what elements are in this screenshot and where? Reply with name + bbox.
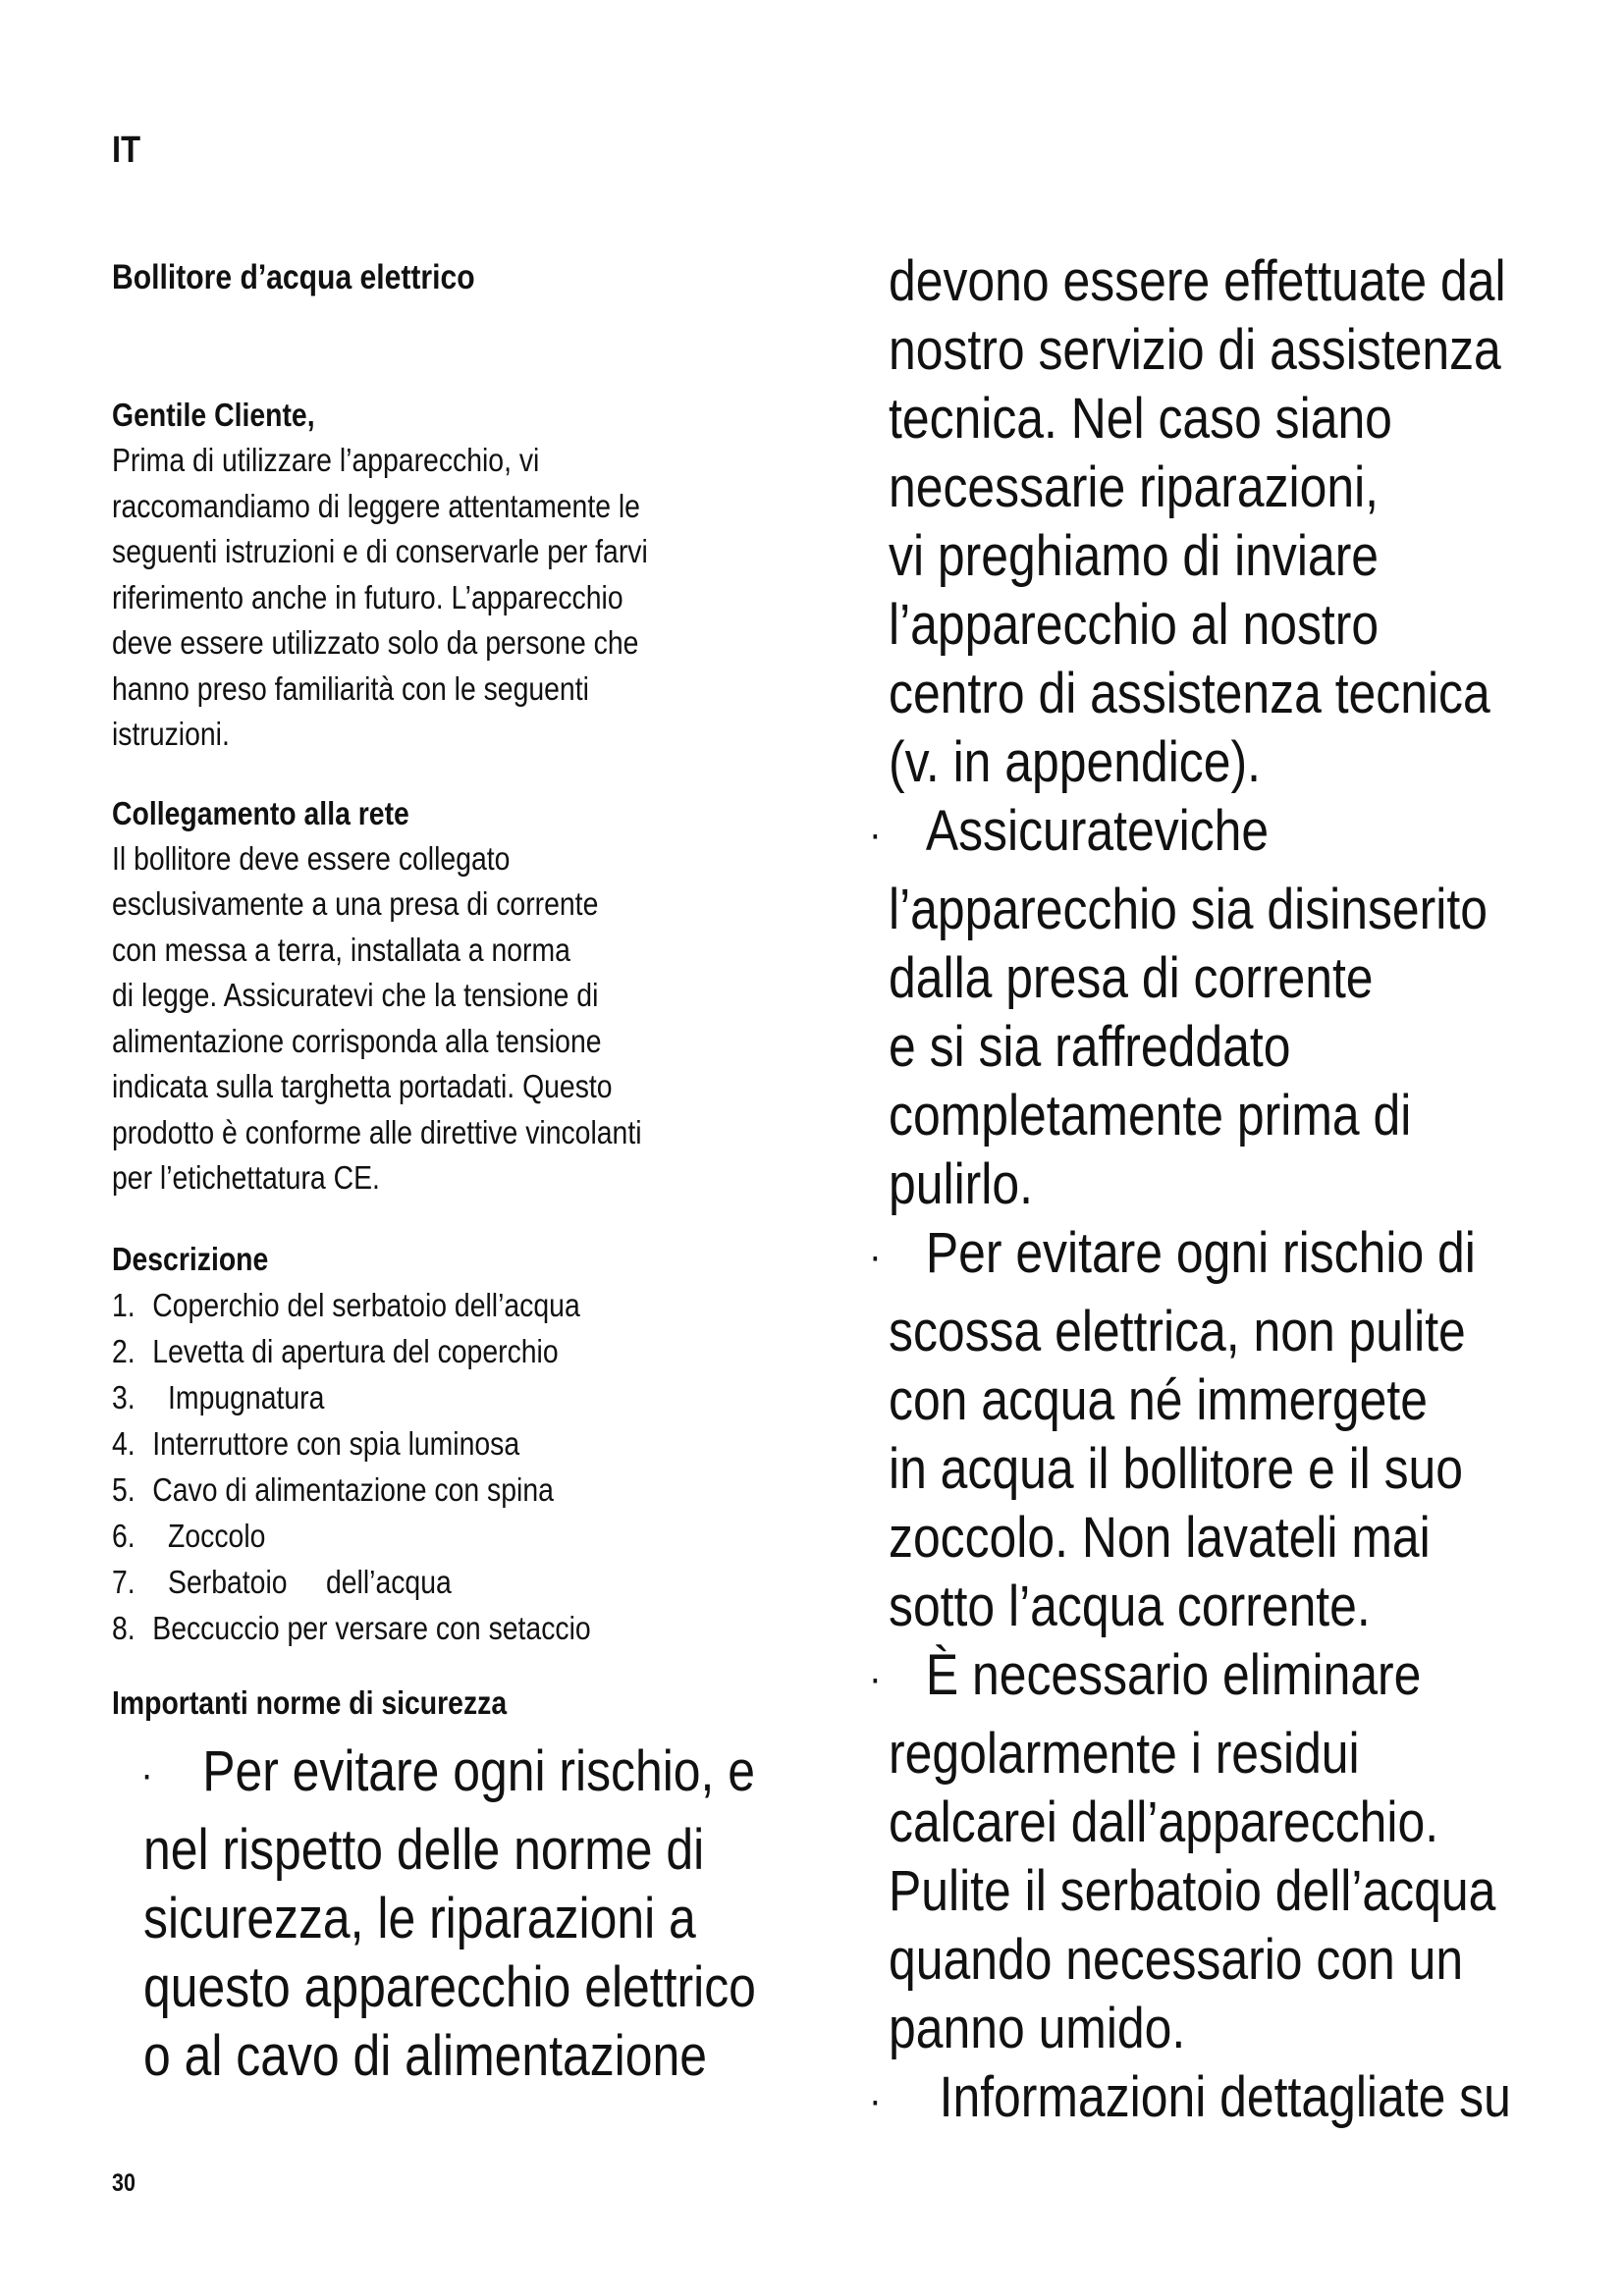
list-number: 1. bbox=[112, 1286, 135, 1323]
list-item bbox=[112, 1559, 720, 1605]
safety-line: sicurezza, le riparazioni a bbox=[143, 1886, 696, 1950]
safety-bullet bbox=[872, 1219, 1480, 1298]
safety-bullet bbox=[143, 1737, 756, 1816]
connection-line: per l’etichettatura CE. bbox=[112, 1159, 380, 1196]
safety-line: nel rispetto delle norme di bbox=[143, 1817, 705, 1882]
safety-line: sotto l’acqua corrente. bbox=[889, 1575, 1371, 1638]
list-item bbox=[112, 1513, 720, 1559]
bullet-text: È necessario eliminare bbox=[925, 1643, 1422, 1707]
connection-line: alimentazione corrisponda alla tensione bbox=[112, 1022, 602, 1059]
bullet-text: Assicurateviche bbox=[925, 799, 1270, 863]
list-text: Impugnatura bbox=[152, 1378, 325, 1415]
connection-line: esclusivamente a una presa di corrente bbox=[112, 885, 599, 922]
safety-bullet bbox=[872, 1641, 1480, 1720]
bullet-dot: · bbox=[871, 1665, 881, 1697]
list-item bbox=[112, 1467, 720, 1513]
safety-line: tecnica. Nel caso siano bbox=[889, 387, 1392, 451]
safety-line: panno umido. bbox=[889, 1997, 1186, 2060]
safety-line: necessarie riparazioni, bbox=[889, 455, 1380, 519]
list-text: Zoccolo bbox=[152, 1517, 266, 1554]
intro-line: seguenti istruzioni e di conservarle per farvi bbox=[112, 533, 648, 569]
intro-line: hanno preso familiarità con le seguenti bbox=[112, 669, 589, 707]
safety-line: l’apparecchio sia disinserito bbox=[889, 878, 1488, 941]
list-text: Cavo di alimentazione con spina bbox=[152, 1470, 554, 1508]
bullet-text: Informazioni dettagliate su bbox=[939, 2065, 1511, 2129]
safety-line: (v. in appendice). bbox=[889, 730, 1261, 794]
document-title: Bollitore d’acqua elettrico bbox=[112, 258, 475, 296]
safety-heading: Importanti norme di sicurezza bbox=[112, 1683, 508, 1721]
safety-line: devono essere effettuate dal bbox=[889, 249, 1506, 313]
left-column bbox=[112, 253, 819, 2091]
page-number: 30 bbox=[112, 2169, 135, 2197]
intro-line: deve essere utilizzato solo da persone che bbox=[112, 624, 639, 661]
list-number: 7. bbox=[112, 1563, 135, 1600]
description-heading: Descrizione bbox=[112, 1240, 269, 1277]
title-block bbox=[112, 253, 720, 302]
list-item bbox=[112, 1282, 720, 1328]
connection-heading: Collegamento alla rete bbox=[112, 794, 409, 831]
intro-line: raccomandiamo di leggere attentamente le bbox=[112, 487, 640, 524]
language-code: IT bbox=[112, 130, 141, 171]
safety-line: regolarmente i residui bbox=[889, 1722, 1360, 1786]
intro-section bbox=[112, 393, 720, 758]
safety-line: calcarei dall’apparecchio. bbox=[889, 1790, 1439, 1854]
list-text: Levetta di apertura del coperchio bbox=[152, 1332, 559, 1369]
bullet-text: Per evitare ogni rischio di bbox=[925, 1221, 1476, 1285]
safety-heading-block bbox=[112, 1681, 720, 1726]
safety-right-text bbox=[871, 247, 1511, 2142]
list-item bbox=[112, 1420, 720, 1467]
connection-section bbox=[112, 791, 720, 1201]
safety-line: completamente prima di bbox=[889, 1084, 1412, 1148]
connection-line: con messa a terra, installata a norma bbox=[112, 931, 570, 968]
list-item bbox=[112, 1328, 720, 1374]
list-number: 5. bbox=[112, 1470, 135, 1508]
safety-line: Pulite il serbatoio dell’acqua bbox=[889, 1859, 1496, 1923]
list-text: Coperchio del serbatoio dell’acqua bbox=[152, 1286, 580, 1323]
safety-line: quando necessario con un bbox=[889, 1928, 1464, 1992]
list-number: 4. bbox=[112, 1424, 135, 1462]
safety-bullet bbox=[872, 797, 1480, 876]
connection-line: indicata sulla targhetta portadati. Questo bbox=[112, 1068, 613, 1104]
list-number: 2. bbox=[112, 1332, 135, 1369]
intro-line: riferimento anche in futuro. L’apparecchio bbox=[112, 578, 623, 615]
list-number: 6. bbox=[112, 1517, 135, 1554]
safety-line: nostro servizio di assistenza bbox=[889, 318, 1501, 382]
list-item bbox=[112, 1605, 720, 1651]
bullet-dot: · bbox=[143, 1760, 152, 1793]
safety-line: in acqua il bollitore e il suo bbox=[889, 1437, 1464, 1501]
connection-line: prodotto è conforme alle direttive vincolanti bbox=[112, 1113, 642, 1150]
safety-line: l’apparecchio al nostro bbox=[889, 593, 1380, 657]
list-number: 8. bbox=[112, 1609, 135, 1646]
safety-line: pulirlo. bbox=[889, 1152, 1033, 1216]
list-item bbox=[112, 1374, 720, 1420]
intro-heading: Gentile Cliente, bbox=[112, 397, 315, 433]
intro-line: Prima di utilizzare l’apparecchio, vi bbox=[112, 442, 540, 478]
description-section bbox=[112, 1237, 720, 1651]
list-number: 3. bbox=[112, 1378, 135, 1415]
list-text: Interruttore con spia luminosa bbox=[152, 1424, 520, 1462]
connection-line: Il bollitore deve essere collegato bbox=[112, 839, 511, 877]
safety-line: vi preghiamo di inviare bbox=[889, 524, 1380, 588]
safety-bullet bbox=[871, 2063, 1511, 2142]
bullet-text: Per evitare ogni rischio, e bbox=[202, 1738, 756, 1803]
list-text: Beccuccio per versare con setaccio bbox=[152, 1609, 591, 1646]
safety-line: e si sia raffreddato bbox=[889, 1015, 1291, 1079]
safety-line: centro di assistenza tecnica bbox=[889, 662, 1490, 725]
safety-line: o al cavo di alimentazione bbox=[143, 2023, 707, 2088]
bullet-dot: · bbox=[871, 2087, 881, 2119]
safety-line: scossa elettrica, non pulite bbox=[889, 1300, 1466, 1363]
safety-left-text bbox=[143, 1737, 756, 2091]
bullet-dot: · bbox=[871, 821, 881, 853]
connection-line: di legge. Assicuratevi che la tensione di bbox=[112, 977, 599, 1013]
bullet-dot: · bbox=[871, 1243, 881, 1275]
safety-line: dalla presa di corrente bbox=[889, 946, 1374, 1010]
intro-line: istruzioni. bbox=[112, 716, 230, 752]
safety-line: questo apparecchio elettrico bbox=[143, 1954, 756, 2019]
safety-line: zoccolo. Non lavateli mai bbox=[889, 1506, 1431, 1570]
list-text: Serbatoio dell’acqua bbox=[152, 1563, 452, 1600]
right-column bbox=[871, 247, 1576, 2142]
safety-line: con acqua né immergete bbox=[889, 1368, 1429, 1432]
